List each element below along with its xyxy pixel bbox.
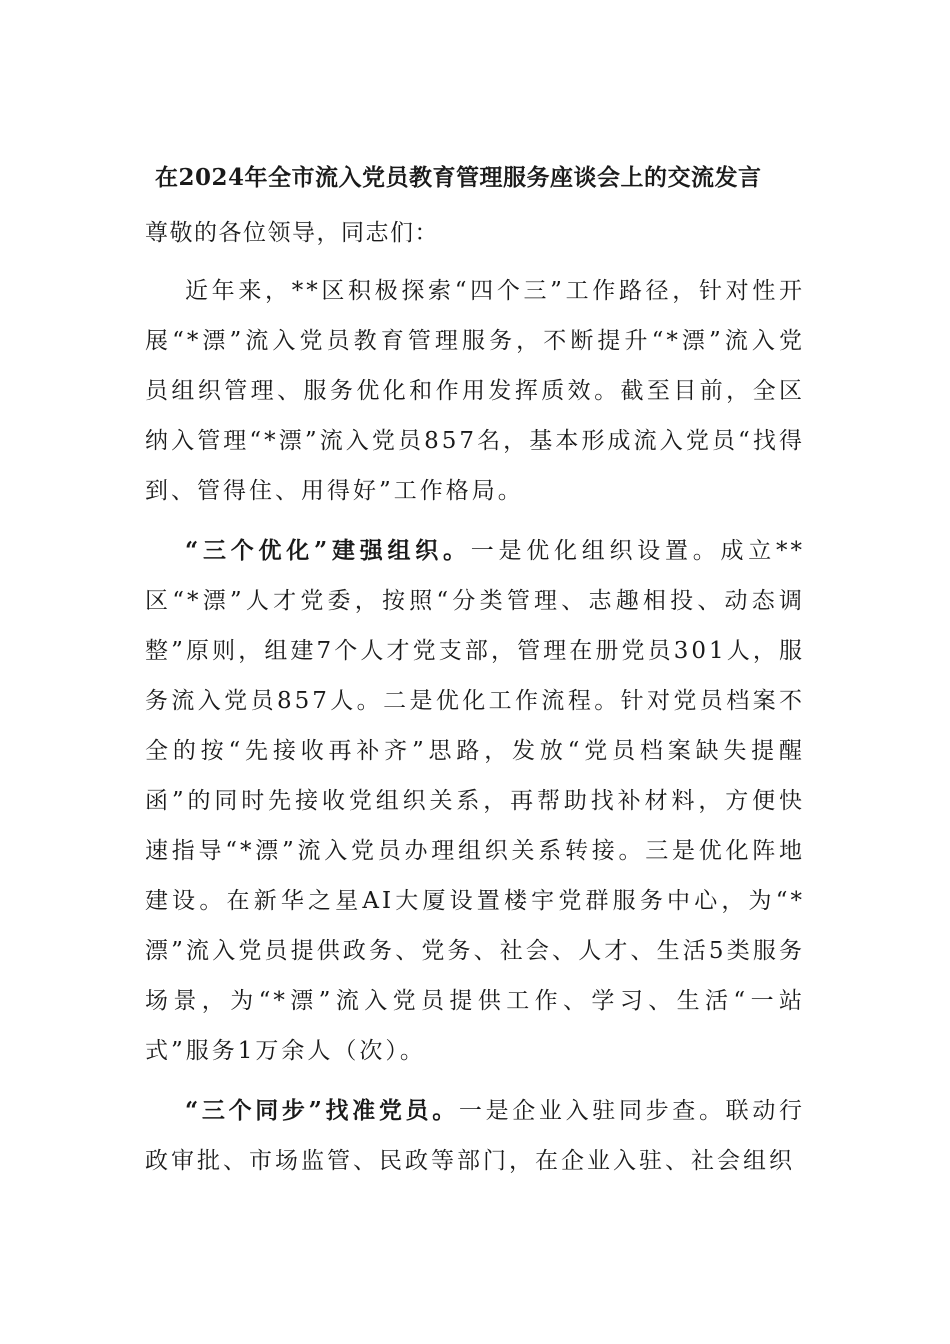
paragraph-three-synchronizations	[145, 1086, 805, 1186]
paragraph-text: 一是企业入驻同步查。联动行政审批、市场监管、民政等部门，在企业入驻、社会组织	[145, 1098, 805, 1174]
paragraph-heading: “三个优化”建强组织。	[185, 537, 471, 564]
paragraph-heading: “三个同步”找准党员。	[185, 1097, 459, 1124]
document-page	[145, 148, 805, 1186]
paragraph-text: 近年来，**区积极探索“四个三”工作路径，针对性开展“*漂”流入党员教育管理服务，不断提升“*漂”流入党员组织管理、服务优化和作用发挥质效。截至目前，全区纳入管理“*漂”流入党员857名，基本形成流入党员“找得到、管得住、用得好”工作格局。	[145, 278, 805, 504]
document-title: 在2024年全市流入党员教育管理服务座谈会上的交流发言	[155, 164, 762, 191]
paragraph-intro	[145, 266, 805, 516]
paragraph-text: 一是优化组织设置。成立**区“*漂”人才党委，按照“分类管理、志趣相投、动态调整”原则，组建7个人才党支部，管理在册党员301人，服务流入党员857人。二是优化工作流程。针对党员档案不全的按“先接收再补齐”思路，发放“党员档案缺失提醒函”的同时先接收党组织关系，再帮助找补材料，方便快速指导“*漂”流入党员办理组织关系转接。三是优化阵地建设。在新华之星AI大厦设置楼宇党群服务中心，为“*漂”流入党员提供政务、党务、社会、人才、生活5类服务场景，为“*漂”流入党员提供工作、学习、生活“一站式”服务1万余人（次）。	[145, 538, 805, 1064]
paragraph-three-optimizations	[145, 526, 805, 1076]
salutation: 尊敬的各位领导，同志们：	[145, 220, 439, 246]
